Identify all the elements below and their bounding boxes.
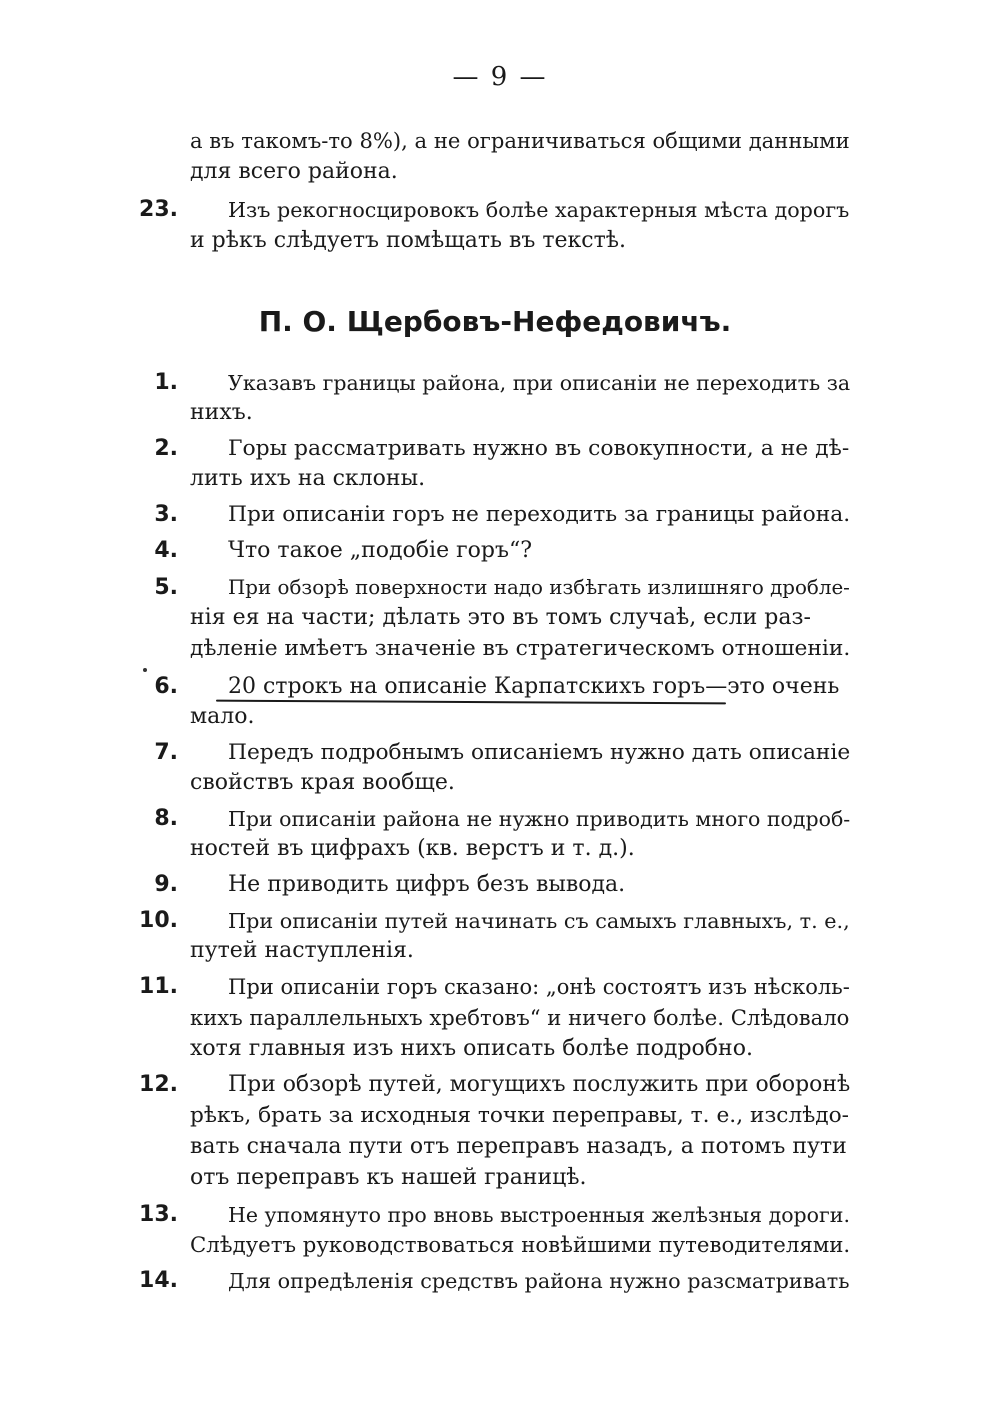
continuation-line-2: для всего района. bbox=[190, 159, 398, 184]
item-11-number: 11. bbox=[139, 974, 178, 999]
item-9-number: 9. bbox=[154, 872, 178, 897]
item-6-line-2: мало. bbox=[190, 704, 255, 729]
item-8-line-2: ностей въ цифрахъ (кв. верстъ и т. д.). bbox=[190, 836, 635, 861]
item-5-line-3: дѣленiе имѣетъ значенiе въ стратегическомъ отношенiи. bbox=[190, 636, 851, 661]
item-11-line-3: хотя главныя изъ нихъ описать болѣе подробно. bbox=[190, 1036, 753, 1061]
item-11-line-1: При описанiи горъ сказано: „онѣ состоятъ изъ нѣсколь- bbox=[228, 974, 850, 999]
item-4-line-1: Что такое „подобiе горъ“? bbox=[228, 538, 532, 563]
item-6-line-1: 20 строкъ на описанiе Карпатскихъ горъ—это очень bbox=[228, 674, 840, 699]
section-heading: П. О. Щербовъ-Нефедовичъ. bbox=[258, 305, 732, 338]
item-4-number: 4. bbox=[154, 538, 178, 563]
item-23-number: 23. bbox=[139, 197, 178, 222]
item-6-number: 6. bbox=[154, 674, 178, 699]
item-1-line-1: Указавъ границы района, при описанiи не переходить за bbox=[228, 371, 851, 395]
item-9-line-1: Не приводить цифръ безъ вывода. bbox=[228, 872, 626, 897]
item-12-line-2: рѣкъ, брать за исходныя точки переправы, т. е., изслѣдо- bbox=[190, 1103, 850, 1128]
item-5-line-2: нiя ея на части; дѣлать это въ томъ случаѣ, если раз- bbox=[190, 605, 811, 630]
item-12-line-4: отъ переправъ къ нашей границѣ. bbox=[190, 1165, 587, 1190]
item-1-number: 1. bbox=[154, 370, 178, 395]
item-13-number: 13. bbox=[139, 1202, 178, 1227]
item-1-line-2: нихъ. bbox=[190, 400, 253, 425]
item-14-line-1: Для опредѣленiя средствъ района нужно разсматривать bbox=[228, 1269, 850, 1293]
item-2-number: 2. bbox=[154, 436, 178, 461]
item-13-line-1: Не упомянуто про вновь выстроенныя желѣзныя дороги. bbox=[228, 1203, 850, 1227]
page-number: — 9 — bbox=[452, 62, 548, 92]
item-12-line-3: вать сначала пути отъ переправъ назадъ, а потомъ пути bbox=[190, 1134, 847, 1159]
item-23-line-2: и рѣкъ слѣдуетъ помѣщать въ текстѣ. bbox=[190, 228, 627, 253]
item-13-line-2: Слѣдуетъ руководствоваться новѣйшими путеводителями. bbox=[190, 1233, 851, 1258]
item-10-number: 10. bbox=[139, 908, 178, 933]
item-3-number: 3. bbox=[154, 502, 178, 527]
item-7-line-2: свойствъ края вообще. bbox=[190, 770, 455, 795]
item-10-line-1: При описанiи путей начинать съ самыхъ главныхъ, т. е., bbox=[228, 909, 850, 933]
item-5-number: 5. bbox=[154, 575, 178, 600]
item-7-line-1: Передъ подробнымъ описанiемъ нужно дать описанiе bbox=[228, 740, 851, 765]
item-10-line-2: путей наступленiя. bbox=[190, 938, 414, 963]
item-12-number: 12. bbox=[139, 1072, 178, 1097]
item-8-number: 8. bbox=[154, 806, 178, 831]
item-2-line-1: Горы рассматривать нужно въ совокупности, а не дѣ- bbox=[228, 436, 850, 461]
item-7-number: 7. bbox=[154, 740, 178, 765]
item-11-line-2: кихъ параллельныхъ хребтовъ“ и ничего болѣе. Слѣдовало bbox=[190, 1005, 850, 1030]
item-2-line-2: лить ихъ на склоны. bbox=[190, 466, 426, 491]
item-12-line-1: При обзорѣ путей, могущихъ послужить при оборонѣ bbox=[228, 1072, 851, 1097]
item-3-line-1: При описанiи горъ не переходить за границы района. bbox=[228, 502, 851, 527]
item-23-line-1: Изъ рекогносцировокъ болѣе характерныя мѣста дорогъ bbox=[228, 198, 850, 222]
item-8-line-1: При описанiи района не нужно приводить много подроб- bbox=[228, 807, 851, 831]
continuation-line-1: а въ такомъ-то 8%), а не ограничиваться общими данными bbox=[190, 128, 850, 153]
item-5-line-1: При обзорѣ поверхности надо избѣгать излишняго дробле- bbox=[228, 576, 850, 599]
item-14-number: 14. bbox=[139, 1268, 178, 1293]
